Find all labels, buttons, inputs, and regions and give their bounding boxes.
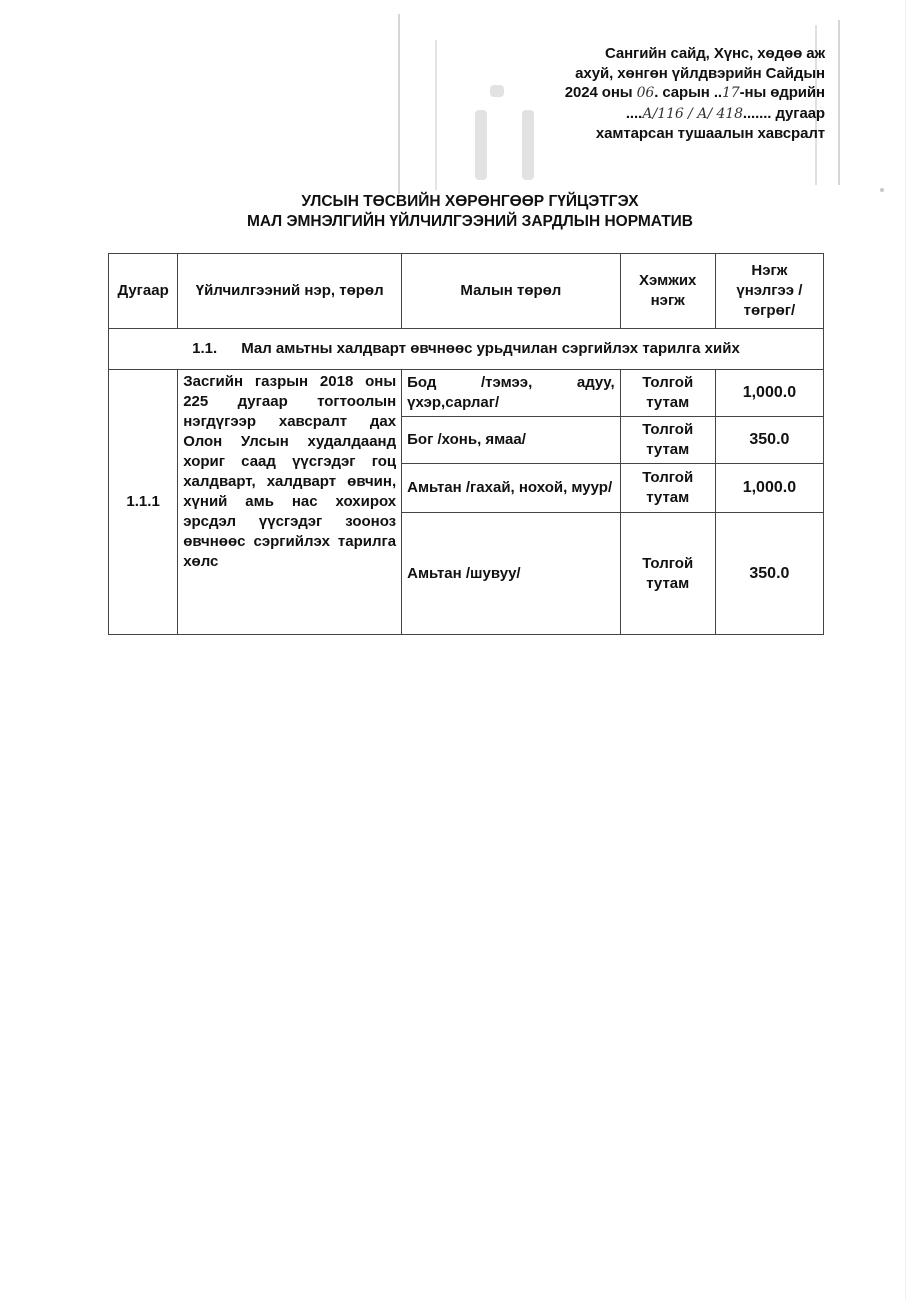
stamp-ghost: [475, 110, 487, 180]
order-label: дугаар: [775, 104, 825, 122]
header-service-name: Үйлчилгээний нэр, төрөл: [178, 254, 402, 329]
table-row: [109, 370, 824, 417]
animal-type: Бог /хонь, ямаа/: [402, 417, 621, 464]
item-number: 1.1.1: [109, 370, 178, 635]
scan-artifact-line: [398, 14, 400, 194]
year-text: 2024 оны: [564, 84, 633, 101]
stamp-ghost: [490, 85, 504, 97]
unit: Толгой тутам: [620, 464, 715, 513]
animal-type: Амьтан /шувуу/: [402, 513, 621, 635]
handwritten-month: 06: [636, 85, 655, 101]
header-unit-price: Нэгж үнэлгээ /төгрөг/: [715, 254, 823, 329]
attachment-header: [515, 44, 825, 144]
animal-type: Амьтан /гахай, нохой, муур/: [402, 464, 621, 513]
scan-artifact-line: [838, 20, 840, 185]
section-row: [109, 329, 824, 370]
service-description: Засгийн газрын 2018 оны 225 дугаар тогтоолын нэгдүгээр хавсралт дах Олон Улсын худалдаанд хориг саад үүсгэдэг гоц халдварт, халдварт өвчин, хүний амь нас хохирох эрсдэл үүсгэдэг зооноз өвчнөөс сэргийлэх тарилга хөлс: [178, 370, 402, 635]
attachment-header-line-4: ....А/116 / А/ 418....... дугаар: [625, 104, 825, 122]
header-animal-type: Малын төрөл: [402, 254, 621, 329]
month-label: сарын: [662, 84, 710, 101]
section-title: Мал амьтны халдварт өвчнөөс урьдчилан сэргийлэх тарилга хийх: [241, 340, 740, 357]
attachment-header-line-2: ахуй, хөнгөн үйлдвэрийн Сайдын: [575, 64, 825, 82]
handwritten-day: 17: [721, 85, 740, 101]
document-title-line-1: УЛСЫН ТӨСВИЙН ХӨРӨНГӨӨР ГҮЙЦЭТГЭХ: [301, 193, 639, 210]
normative-table: [108, 253, 824, 635]
document-title-line-2: МАЛ ЭМНЭЛГИЙН ҮЙЛЧИЛГЭЭНИЙ ЗАРДЛЫН НОРМАТИВ: [246, 213, 694, 230]
handwritten-order-number: А/116 / А/ 418: [642, 105, 743, 122]
unit-price: 1,000.0: [715, 464, 823, 513]
unit: Толгой тутам: [620, 513, 715, 635]
section-cell: [109, 329, 824, 370]
attachment-header-line-1: Сангийн сайд, Хүнс, хөдөө аж: [604, 45, 825, 62]
scan-speck: [880, 188, 884, 192]
unit-price: 350.0: [715, 417, 823, 464]
unit: Толгой тутам: [620, 417, 715, 464]
section-number: 1.1.: [192, 340, 218, 357]
header-number: Дугаар: [109, 254, 178, 329]
attachment-header-line-3: 2024 оны 06. сарын ..17-ны өдрийн: [564, 84, 825, 101]
scan-artifact-line: [435, 40, 437, 190]
day-label: -ны өдрийн: [739, 84, 825, 101]
scan-artifact-line: [905, 0, 906, 1300]
attachment-header-line-5: хамтарсан тушаалын хавсралт: [595, 125, 825, 142]
animal-type: Бод /тэмээ, адуу, үхэр,сарлаг/: [402, 370, 621, 417]
document-title: [150, 192, 790, 232]
unit-price: 1,000.0: [715, 370, 823, 417]
header-unit: Хэмжих нэгж: [620, 254, 715, 329]
table-header-row: [109, 254, 824, 329]
unit: Толгой тутам: [620, 370, 715, 417]
unit-price: 350.0: [715, 513, 823, 635]
